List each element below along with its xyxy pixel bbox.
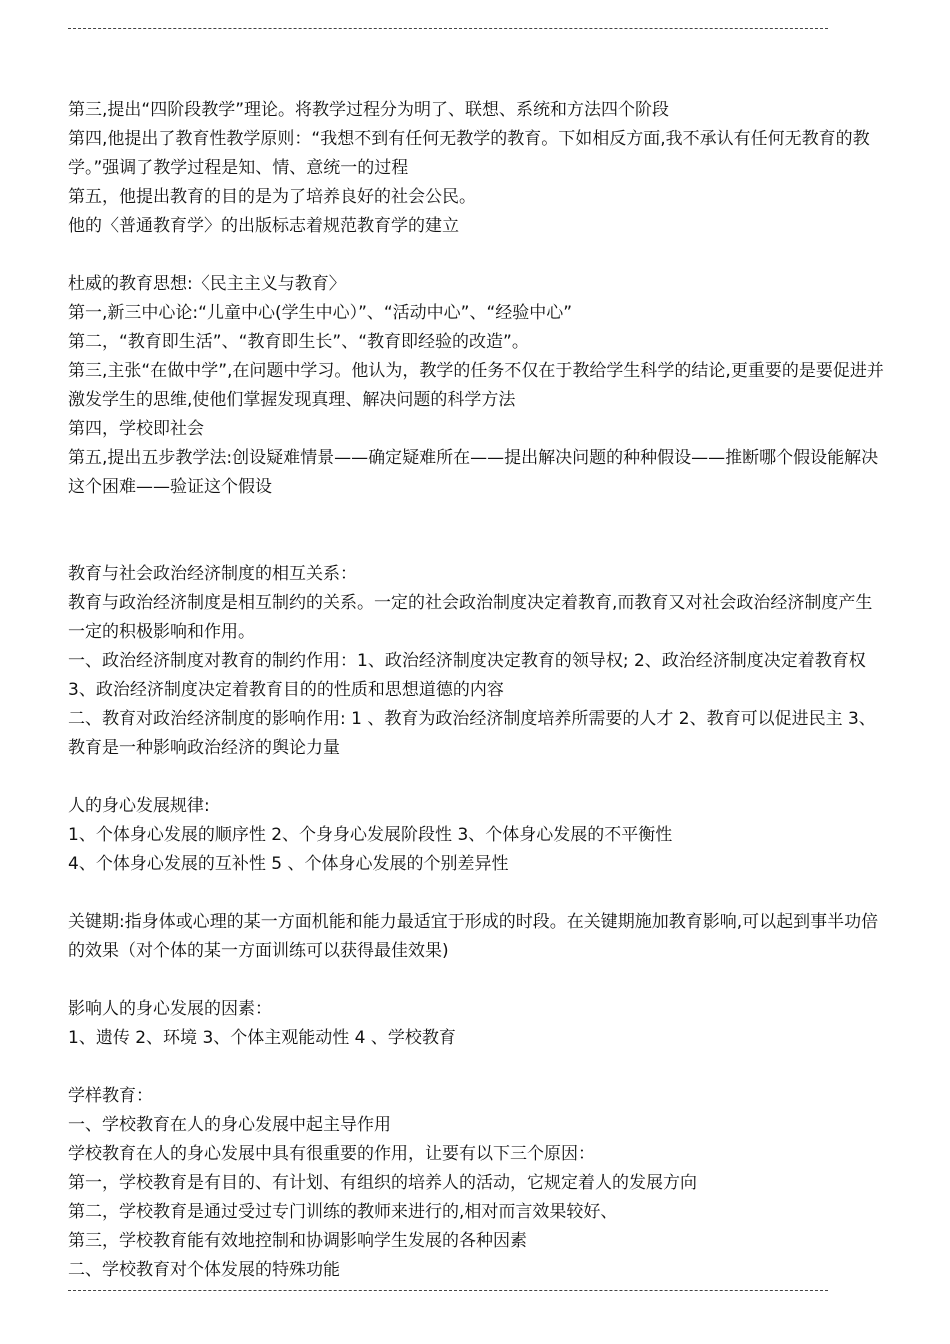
paragraph: 第四，学校即社会 (68, 419, 204, 439)
section-heading: 影响人的身心发展的因素： (68, 999, 272, 1019)
section-heading: 学样教育： (68, 1086, 153, 1106)
section-heading: 杜威的教育思想:〈民主主义与教育〉 (68, 274, 346, 294)
paragraph: 第四,他提出了教育性教学原则：“我想不到有任何无教学的教育。下如相反方面,我不承认有任何无教育的教学。”强调了教学过程是知、情、意统一的过程 (68, 129, 870, 178)
paragraph: 4、个体身心发展的互补性 5 、个体身心发展的个别差异性 (68, 854, 509, 874)
spacer (68, 241, 888, 270)
paragraph: 一、政治经济制度对教育的制约作用：1、政治经济制度决定教育的领导权; 2、政治经济制度决定着教育权 3、政治经济制度决定着教育目的的性质和思想道德的内容 (68, 651, 866, 700)
spacer (68, 1053, 888, 1082)
paragraph: 第三,主张“在做中学”,在问题中学习。他认为，教学的任务不仅在于教给学生科学的结论,更重要的是要促进并激发学生的思维,使他们掌握发现真理、解决问题的科学方法 (68, 361, 884, 410)
paragraph: 第一,新三中心论:“儿童中心(学生中心）”、“活动中心”、“经验中心” (68, 303, 573, 323)
paragraph: 第三，学校教育能有效地控制和协调影响学生发展的各种因素 (68, 1231, 527, 1251)
paragraph: 二、教育对政治经济制度的影响作用: 1 、教育为政治经济制度培养所需要的人才 2、教育可以促进民主 3、教育是一种影响政治经济的舆论力量 (68, 709, 876, 758)
paragraph: 教育与政治经济制度是相互制约的关系。一定的社会政治制度决定着教育,而教育又对社会政治经济制度产生一定的积极影响和作用。 (68, 593, 873, 642)
paragraph: 1、个体身心发展的顺序性 2、个身身心发展阶段性 3、个体身心发展的不平衡性 (68, 825, 673, 845)
paragraph: 一、学校教育在人的身心发展中起主导作用 (68, 1115, 391, 1135)
paragraph: 第二，“教育即生活”、“教育即生长”、“教育即经验的改造”。 (68, 332, 529, 352)
paragraph: 学校教育在人的身心发展中具有很重要的作用，让要有以下三个原因： (68, 1144, 595, 1164)
paragraph: 他的〈普通教育学〉的出版标志着规范教育学的建立 (68, 216, 459, 236)
spacer (68, 879, 888, 908)
paragraph: 第一，学校教育是有目的、有计划、有组织的培养人的活动，它规定着人的发展方向 (68, 1173, 697, 1193)
spacer (68, 763, 888, 792)
paragraph: 1、遗传 2、环境 3、个体主观能动性 4 、学校教育 (68, 1028, 456, 1048)
paragraph: 第三,提出“四阶段教学”理论。将教学过程分为明了、联想、系统和方法四个阶段 (68, 100, 670, 120)
section-heading: 教育与社会政治经济制度的相互关系： (68, 564, 357, 584)
spacer (68, 502, 888, 560)
document-body (68, 96, 888, 1285)
top-dashed-rule (68, 28, 828, 29)
section-heading: 人的身心发展规律: (68, 796, 210, 816)
paragraph: 第二，学校教育是通过受过专门训练的教师来进行的,相对而言效果较好、 (68, 1202, 618, 1222)
paragraph: 第五，他提出教育的目的是为了培养良好的社会公民。 (68, 187, 476, 207)
paragraph: 二、学校教育对个体发展的特殊功能 (68, 1260, 340, 1280)
paragraph: 第五,提出五步教学法:创设疑难情景——确定疑难所在——提出解决问题的种种假设——推断哪个假设能解决这个困难——验证这个假设 (68, 448, 879, 497)
paragraph: 关键期:指身体或心理的某一方面机能和能力最适宜于形成的时段。在关键期施加教育影响,可以起到事半功倍的效果（对个体的某一方面训练可以获得最佳效果) (68, 912, 879, 961)
bottom-dashed-rule (68, 1290, 828, 1291)
spacer (68, 966, 888, 995)
